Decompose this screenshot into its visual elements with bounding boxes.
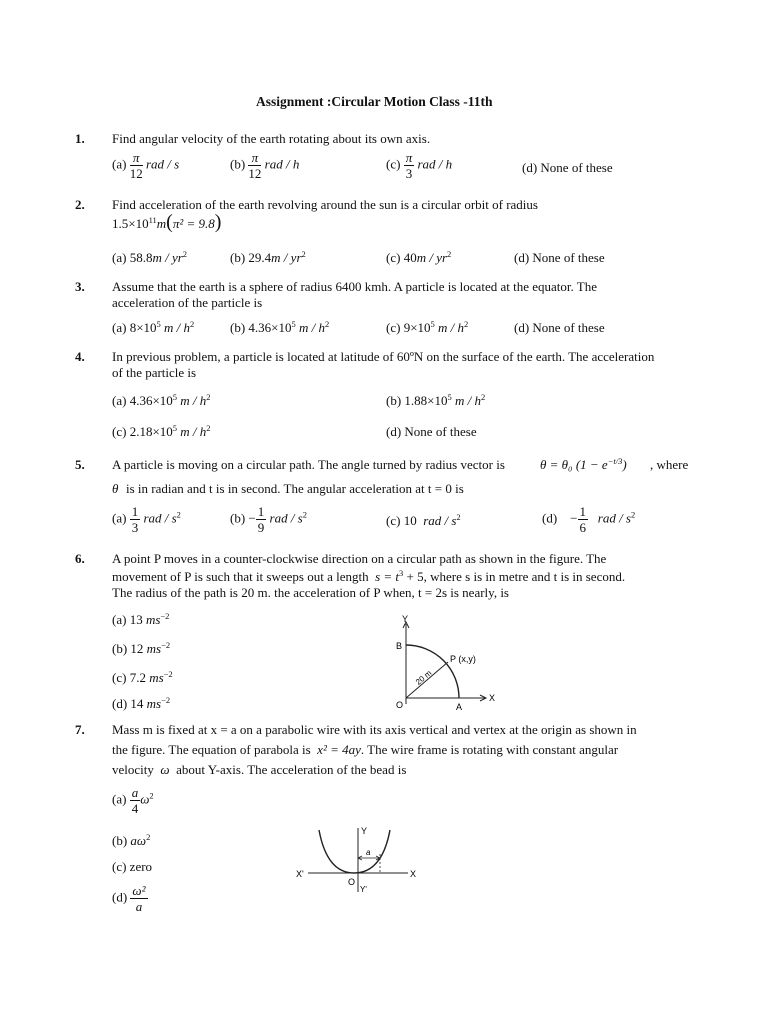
option-c: (c) $40m / yr^2$ — [386, 249, 452, 265]
page-title: Assignment :Circular Motion Class -11th — [256, 94, 493, 109]
parabola-figure — [294, 824, 424, 896]
fig-label-b: B — [396, 641, 403, 651]
option-b: (b) $a\omega^2$ — [112, 832, 151, 848]
option-d: (d) 14 $ms^{-2}$ — [112, 695, 171, 711]
question-number: 5. — [75, 457, 85, 472]
option-d: (d) − $\frac{1}{6}$ rad / $s^2$ — [542, 504, 636, 535]
fig-label-x: X — [489, 693, 496, 703]
question-number: 7. — [75, 722, 85, 737]
option-d: (d) None of these — [522, 160, 613, 175]
option-a: (a) 13 $ms^{-2}$ — [112, 611, 170, 627]
fig-label-y: Y — [402, 614, 409, 624]
angle-equation: θ = θ₀ $(1 - e^{-t/3})$ — [540, 456, 627, 472]
quarter-circle-figure — [390, 612, 500, 716]
fig-label-xprime: X' — [296, 869, 304, 879]
question-number: 4. — [75, 349, 85, 364]
question-text: In previous problem, a particle is located at latitude of 60ºN on the surface of the earth. The acceleration — [112, 349, 655, 364]
question-number: 2. — [75, 197, 85, 212]
question-text: is in radian and t is in second. The angular acceleration at t = 0 is — [126, 481, 464, 496]
question-number: 6. — [75, 551, 85, 566]
question-text: , where — [650, 457, 689, 472]
option-d: (d) None of these — [514, 250, 605, 265]
fig-label-a: A — [456, 702, 463, 712]
fig-label-y: Y — [361, 826, 368, 836]
theta-symbol: θ — [112, 481, 119, 496]
question-text: A particle is moving on a circular path. The angle turned by radius vector is — [112, 457, 505, 472]
question-text: Find acceleration of the earth revolving around the sun is a circular orbit of radius — [112, 197, 538, 212]
question-text: Find angular velocity of the earth rotating about its own axis. — [112, 131, 431, 146]
option-b: (b) − $\frac{1}{9}$ rad / $s^2$ — [230, 504, 307, 535]
question-text: Assume that the earth is a sphere of radius 6400 kmh. A particle is located at the equator. The — [112, 279, 597, 294]
question-number: 3. — [75, 279, 85, 294]
option-a: (a) $8\times 10^5$ m / $h^2$ — [112, 319, 195, 335]
fig-label-o: O — [348, 877, 356, 887]
fig-label-radius: 20 m — [413, 668, 434, 687]
option-a: (a) $\frac{1}{3}$ rad / $s^2$ — [112, 504, 181, 535]
orbit-radius: $1.5\times 10^{11}m(\pi^2 = 9.8)$ — [112, 211, 222, 233]
unit: rad / s — [145, 156, 180, 172]
option-b: (b) $4.36\times 10^5$ m / $h^2$ — [230, 319, 330, 335]
option-b: (b) $\frac{\pi}{12}$ rad / h — [230, 150, 300, 181]
option-d: (d) None of these — [514, 320, 605, 335]
question-text: A point P moves in a counter-clockwise direction on a circular path as shown in the figure. The — [112, 551, 607, 566]
fraction: $\frac{\pi}{12}$ — [129, 150, 143, 181]
fig-label-yprime: Y' — [360, 885, 367, 894]
option-d: (d) None of these — [386, 424, 477, 439]
option-d: (d) $\frac{\text{ω²}}{a}$ — [112, 883, 146, 914]
parabola-curve — [319, 830, 390, 873]
option-c: (c) 7.2 $ms^{-2}$ — [112, 669, 173, 685]
fig-label-x: X — [410, 869, 417, 879]
fig-label-p: P (x,y) — [450, 654, 476, 664]
option-c: (c) $9\times 10^5$ m / $h^2$ — [386, 319, 469, 335]
question-text: acceleration of the particle is — [112, 295, 263, 310]
fig-label-o: O — [396, 700, 404, 710]
option-a: (a) $58.8m / yr^2$ — [112, 249, 188, 265]
question-text: movement of P is such that it sweeps out a length $s = t^3 + 5$, where s is in metre and t is in second. — [112, 568, 626, 584]
option-c: (c) 10 rad / $s^2$ — [386, 512, 461, 528]
fig-label-a: a — [366, 848, 371, 857]
question-text: Mass m is fixed at x = a on a parabolic wire with its axis vertical and vertex at the origin as shown in — [112, 722, 637, 737]
option-a: (a) $4.36\times 10^5$ m / $h^2$ — [112, 392, 211, 408]
option-b: (b) 12 $ms^{-2}$ — [112, 640, 171, 656]
question-text: velocity ω about Y-axis. The acceleration of the bead is — [112, 762, 407, 777]
question-text: of the particle is — [112, 365, 197, 380]
option-c: (c) $\frac{\pi}{3}$ rad / h — [386, 150, 453, 181]
option-label: (a) — [112, 156, 127, 172]
option-a: (a) $\frac{a}{4}$ $\omega^2$ — [112, 785, 154, 816]
circular-path — [406, 645, 459, 698]
option-a — [112, 151, 179, 180]
question-number: 1. — [75, 131, 85, 146]
question-text: The radius of the path is 20 m. the acceleration of P when, t = 2s is nearly, is — [112, 585, 509, 600]
question-text: the figure. The equation of parabola is x² = 4ay. The wire frame is rotating with constant angular — [112, 742, 619, 757]
option-c: (c) zero — [112, 859, 153, 874]
option-c: (c) $2.18\times 10^5$ m / $h^2$ — [112, 423, 211, 439]
option-b: (b) $1.88\times 10^5$ m / $h^2$ — [386, 392, 486, 408]
option-b: (b) $29.4m / yr^2$ — [230, 249, 306, 265]
